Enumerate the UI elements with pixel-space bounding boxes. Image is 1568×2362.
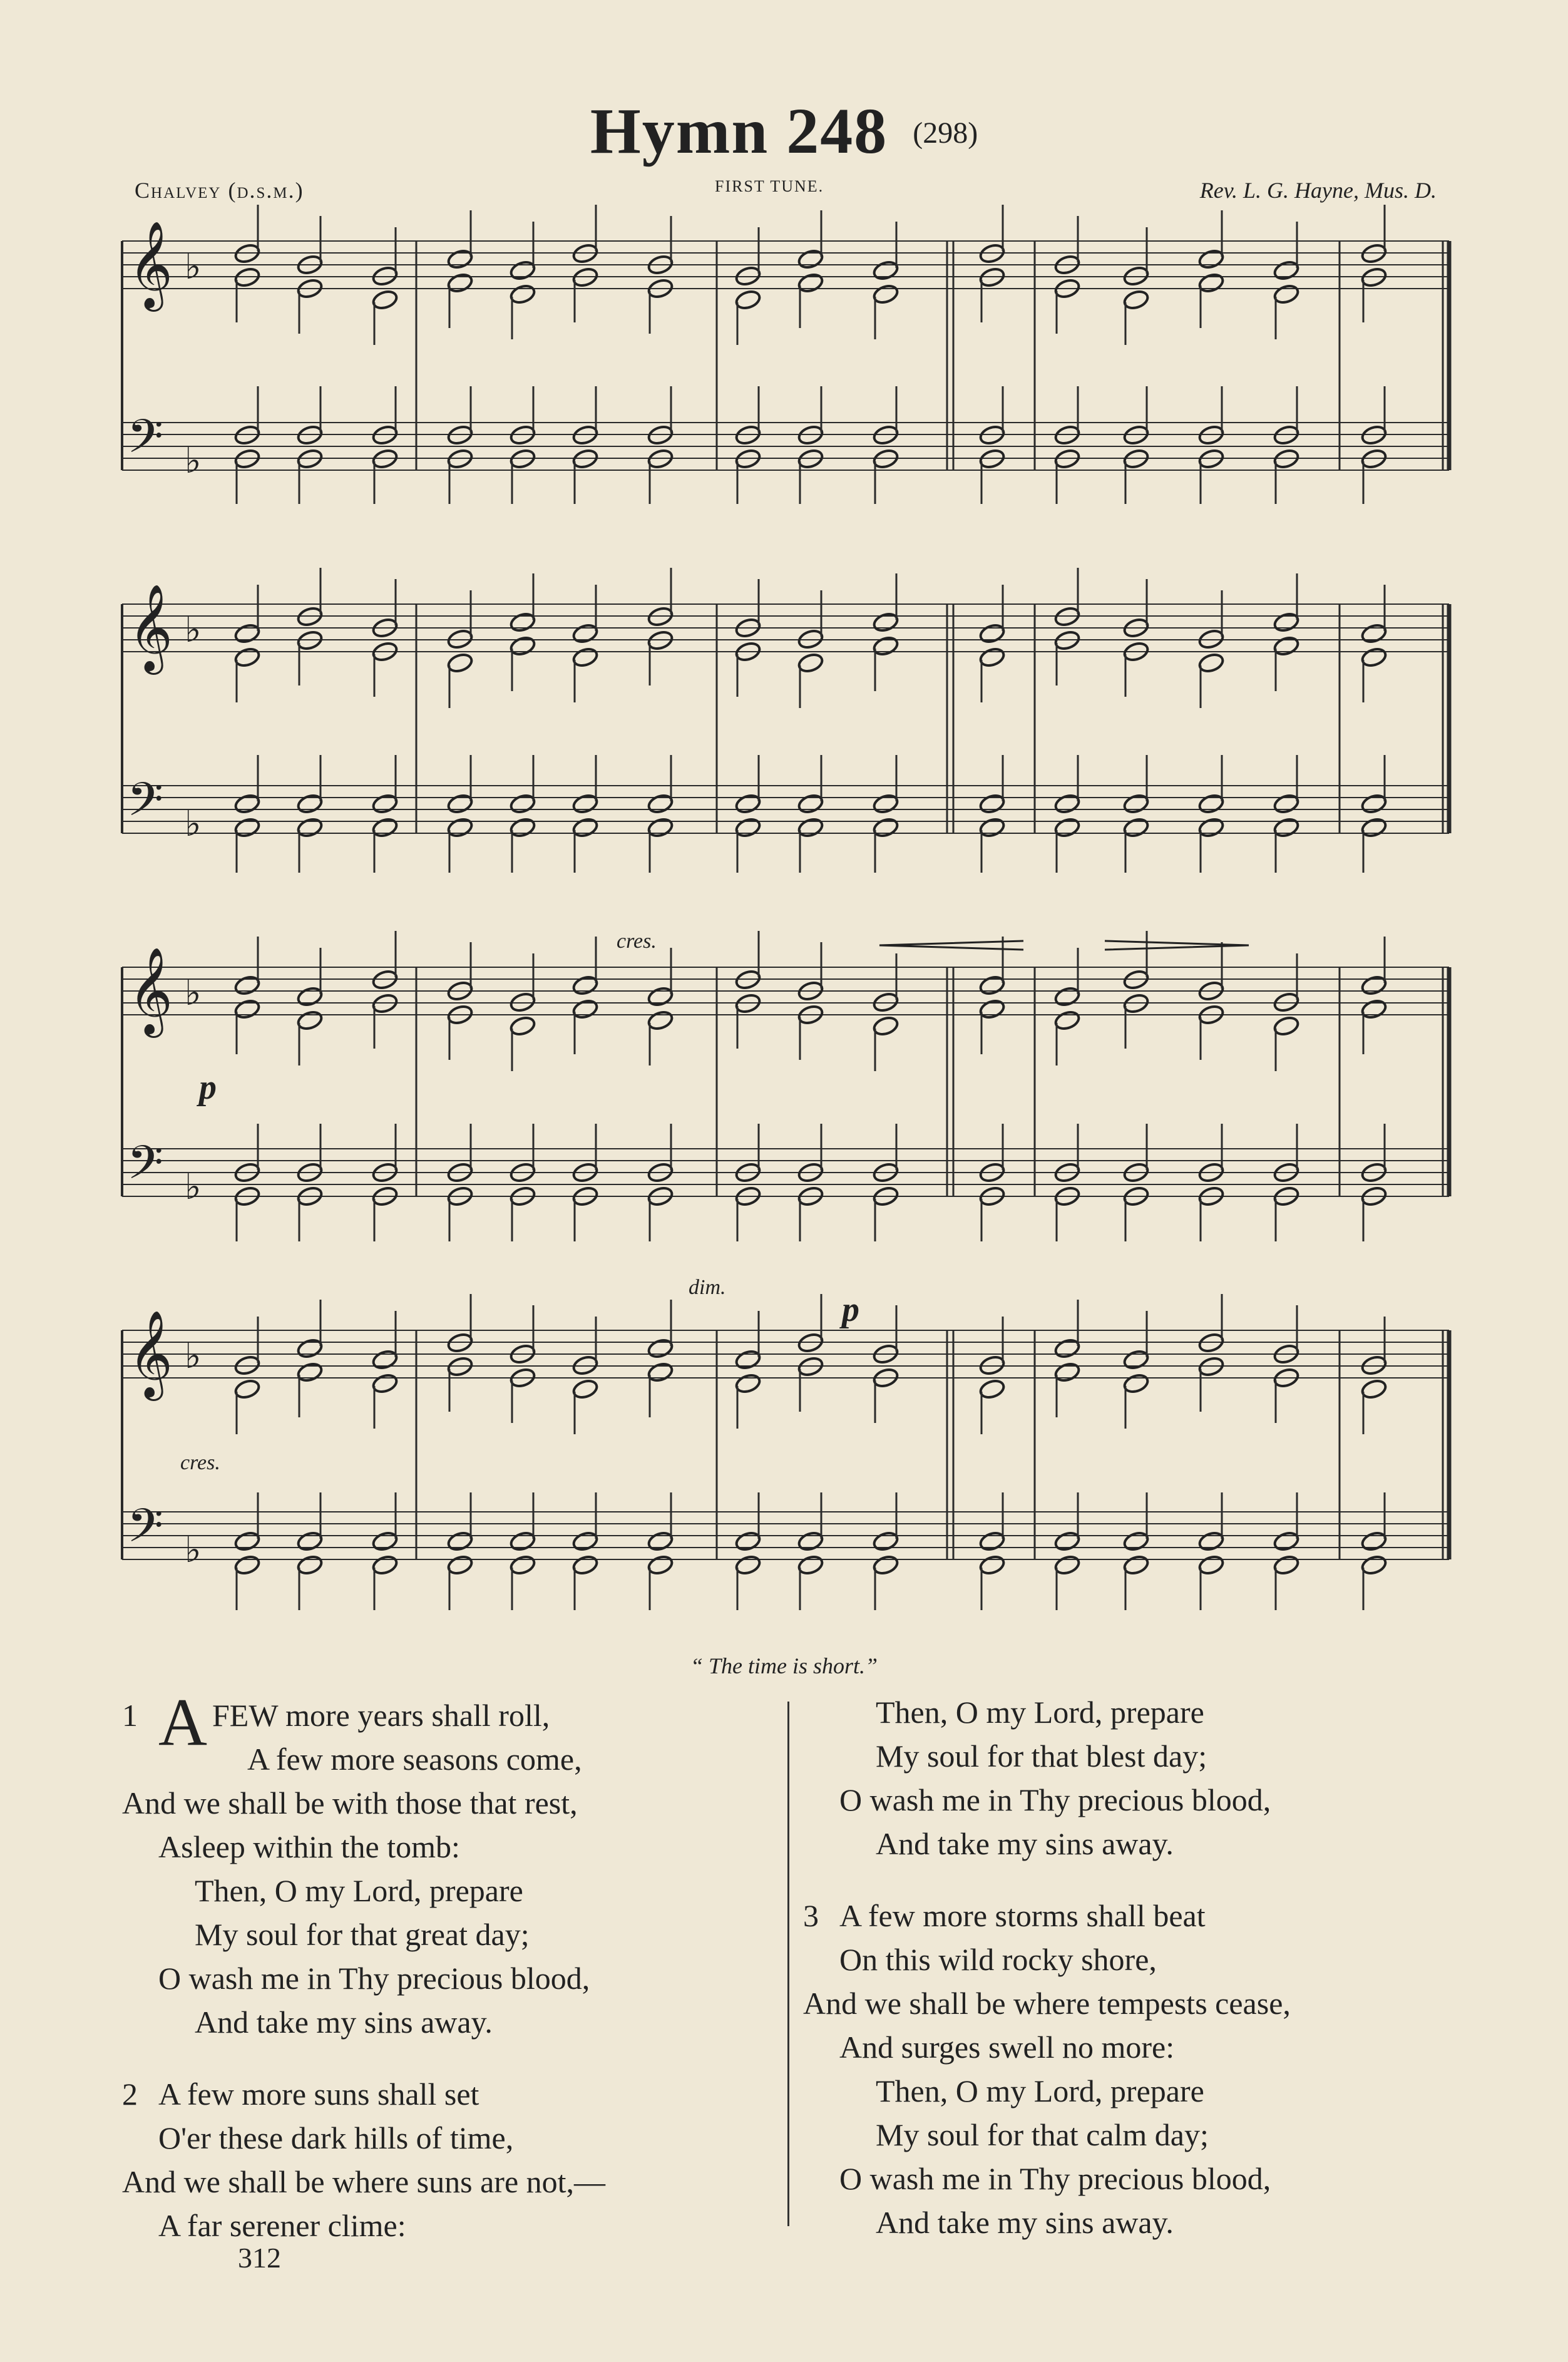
bass-note (571, 1554, 599, 1576)
bass-note (647, 1554, 674, 1576)
treble-clef: 𝄞 (128, 584, 173, 671)
soprano-note (571, 974, 599, 997)
alto-note (872, 635, 899, 657)
bass-note (978, 1554, 1006, 1576)
soprano-note (509, 259, 536, 282)
alto-note (872, 283, 899, 306)
alto-note (571, 998, 599, 1020)
soprano-note (446, 248, 474, 270)
verse-line: Then, O my Lord, prepare (876, 1695, 1204, 1730)
bass-note (1360, 816, 1388, 839)
bass-note (1360, 1554, 1388, 1576)
alto-note (1197, 272, 1225, 294)
soprano-note (233, 974, 261, 997)
bass-clef: 𝄢 (127, 409, 163, 475)
bass-note (509, 1554, 536, 1576)
verse-line: And we shall be where suns are not,— (122, 2164, 606, 2199)
verse-line: A far serener clime: (158, 2208, 406, 2243)
tenor-note (734, 1530, 762, 1553)
tenor-note (571, 1530, 599, 1553)
soprano-note (872, 611, 899, 634)
verse-2 (122, 2072, 605, 2247)
alto-note (571, 1378, 599, 1400)
soprano-note (296, 985, 324, 1008)
alto-note (978, 646, 1006, 669)
tenor-note (978, 793, 1006, 815)
hymn-label: Hymn 248 (590, 95, 888, 167)
verse-1 (122, 1685, 590, 2044)
alto-note (1053, 1361, 1081, 1384)
bass-note (446, 1554, 474, 1576)
alto-note (296, 1009, 324, 1032)
alto-note (734, 1372, 762, 1395)
alto-note (872, 1015, 899, 1037)
key-flat: ♭ (185, 974, 202, 1013)
tenor-note (1122, 1530, 1150, 1553)
verse-line: Asleep within the tomb: (158, 1829, 460, 1864)
alto-note (1273, 283, 1300, 306)
tenor-note (872, 793, 899, 815)
bass-clef: 𝄢 (127, 1136, 163, 1201)
tenor-note (797, 1530, 824, 1553)
piano-marking: p (199, 1068, 217, 1107)
tenor-note (1360, 1530, 1388, 1553)
key-flat: ♭ (185, 805, 202, 844)
alto-note (509, 635, 536, 657)
tune-note: FIRST TUNE. (715, 177, 824, 195)
alto-note (1122, 1372, 1150, 1395)
verse-line: And take my sins away. (876, 1826, 1174, 1861)
bass-note (797, 816, 824, 839)
alto-note (509, 1015, 536, 1037)
tenor-note (1053, 793, 1081, 815)
key-flat: ♭ (185, 1168, 202, 1207)
bass-note (1197, 816, 1225, 839)
tenor-note (509, 1530, 536, 1553)
verse-line: And take my sins away. (195, 2005, 493, 2040)
soprano-note (1122, 1348, 1150, 1371)
bass-note (1197, 1554, 1225, 1576)
bass-note (446, 816, 474, 839)
bass-note (509, 816, 536, 839)
bass-note (872, 1554, 899, 1576)
bass-note (872, 816, 899, 839)
tenor-note (1360, 793, 1388, 815)
bass-note (296, 1554, 324, 1576)
verse-line: And we shall be where tempests cease, (803, 1986, 1291, 2021)
tenor-note (647, 793, 674, 815)
verse-number: 1 (122, 1698, 138, 1733)
alto-note (1360, 1378, 1388, 1400)
soprano-note (647, 1337, 674, 1360)
soprano-note (1197, 248, 1225, 270)
tenor-note (1122, 793, 1150, 815)
soprano-note (296, 1337, 324, 1360)
composer: Rev. L. G. Hayne, Mus. D. (1199, 178, 1437, 203)
tenor-note (1273, 793, 1300, 815)
piano-marking-2: p (842, 1290, 859, 1329)
treble-clef: 𝄞 (128, 221, 173, 308)
verse-line: Then, O my Lord, prepare (876, 2073, 1204, 2108)
tenor-note (1197, 793, 1225, 815)
cres-bass-marking: cres. (180, 1451, 220, 1474)
diminuendo-hairpin (1105, 941, 1249, 950)
bass-note (1122, 816, 1150, 839)
key-flat: ♭ (185, 1531, 202, 1570)
tenor-note (233, 793, 261, 815)
bass-note (734, 1554, 762, 1576)
treble-clef: 𝄞 (128, 1310, 173, 1397)
soprano-note (978, 974, 1006, 997)
alto-note (1360, 998, 1388, 1020)
verse-line: O'er these dark hills of time, (158, 2120, 514, 2155)
alto-note (1197, 652, 1225, 674)
verse-line: A few more suns shall set (158, 2077, 479, 2112)
soprano-note (1273, 259, 1300, 282)
verse-line: O wash me in Thy precious blood, (158, 1961, 590, 1996)
verse-line: A few more seasons come, (247, 1742, 582, 1777)
tenor-note (371, 1530, 399, 1553)
verse-line: My soul for that blest day; (876, 1738, 1207, 1774)
alto-note (509, 283, 536, 306)
alto-note (233, 1378, 261, 1400)
dim-marking: dim. (689, 1276, 726, 1299)
drop-cap: A (158, 1685, 207, 1760)
tenor-note (296, 1530, 324, 1553)
bass-note (734, 816, 762, 839)
key-flat: ♭ (185, 248, 202, 287)
verse-line: A few more storms shall beat (839, 1898, 1206, 1933)
alto-note (647, 1361, 674, 1384)
key-flat: ♭ (185, 611, 202, 650)
tenor-note (734, 793, 762, 815)
alto-note (978, 1378, 1006, 1400)
verse-line: My soul for that great day; (195, 1917, 530, 1952)
bass-clef: 𝄢 (127, 1499, 163, 1564)
alto-note (1053, 1009, 1081, 1032)
verse-line: And surges swell no more: (839, 2030, 1175, 2065)
soprano-note (872, 259, 899, 282)
alto-note (1273, 635, 1300, 657)
alto-note (571, 646, 599, 669)
alto-note (734, 289, 762, 311)
tenor-note (872, 1530, 899, 1553)
verse-line: And we shall be with those that rest, (122, 1785, 578, 1820)
page-number: 312 (238, 2242, 281, 2274)
alto-note (233, 998, 261, 1020)
soprano-note (1360, 622, 1388, 645)
alto-note (446, 652, 474, 674)
alto-note (797, 652, 824, 674)
verse-2-continued (803, 1690, 1271, 1866)
tenor-note (797, 793, 824, 815)
bass-note (1122, 1554, 1150, 1576)
bass-note (571, 816, 599, 839)
cres-marking: cres. (617, 930, 657, 953)
bass-note (1053, 1554, 1081, 1576)
verse-number: 2 (122, 2077, 138, 2112)
key-flat: ♭ (185, 442, 202, 481)
soprano-note (1053, 985, 1081, 1008)
bass-note (978, 816, 1006, 839)
tenor-note (1053, 1530, 1081, 1553)
soprano-note (797, 248, 824, 270)
treble-clef: 𝄞 (128, 947, 173, 1034)
alto-note (1360, 646, 1388, 669)
alto-note (978, 998, 1006, 1020)
bass-note (1053, 816, 1081, 839)
alt-number: (298) (913, 116, 978, 150)
soprano-note (371, 1348, 399, 1371)
verse-3 (803, 1894, 1291, 2244)
epigraph: “ The time is short.” (690, 1653, 878, 1678)
soprano-note (509, 611, 536, 634)
bass-note (1273, 816, 1300, 839)
tenor-note (978, 1530, 1006, 1553)
verse-line: Then, O my Lord, prepare (195, 1873, 523, 1908)
soprano-note (571, 622, 599, 645)
bass-clef: 𝄢 (127, 773, 163, 838)
tenor-note (1197, 1530, 1225, 1553)
tenor-note (1273, 1530, 1300, 1553)
soprano-note (978, 622, 1006, 645)
tenor-note (509, 793, 536, 815)
bass-note (647, 816, 674, 839)
alto-note (797, 272, 824, 294)
soprano-note (1053, 1337, 1081, 1360)
verse-number: 3 (803, 1898, 819, 1933)
soprano-note (233, 622, 261, 645)
alto-note (647, 1009, 674, 1032)
tenor-note (571, 793, 599, 815)
key-flat: ♭ (185, 1337, 202, 1376)
bass-note (296, 816, 324, 839)
bass-note (233, 1554, 261, 1576)
tenor-note (296, 793, 324, 815)
tenor-note (233, 1530, 261, 1553)
column-divider (787, 1702, 789, 2226)
verse-line: On this wild rocky shore, (839, 1942, 1157, 1977)
verse-line: O wash me in Thy precious blood, (839, 2161, 1271, 2196)
verse-line: My soul for that calm day; (876, 2117, 1209, 2152)
tenor-note (446, 1530, 474, 1553)
alto-note (1122, 289, 1150, 311)
bass-note (371, 816, 399, 839)
alto-note (233, 646, 261, 669)
soprano-note (1273, 611, 1300, 634)
alto-note (371, 289, 399, 311)
verse-line: O wash me in Thy precious blood, (839, 1782, 1271, 1817)
verse-line: And take my sins away. (876, 2205, 1174, 2240)
bass-note (797, 1554, 824, 1576)
tenor-note (446, 793, 474, 815)
alto-note (371, 1372, 399, 1395)
verse-line: FEW more years shall roll, (212, 1698, 550, 1733)
tune-name: Chalvey (d.s.m.) (135, 178, 304, 203)
alto-note (1273, 1015, 1300, 1037)
bass-note (371, 1554, 399, 1576)
bass-note (1273, 1554, 1300, 1576)
bass-note (233, 816, 261, 839)
alto-note (446, 272, 474, 294)
soprano-note (647, 985, 674, 1008)
tenor-note (371, 793, 399, 815)
soprano-note (734, 1348, 762, 1371)
alto-note (296, 1361, 324, 1384)
tenor-note (647, 1530, 674, 1553)
soprano-note (1360, 974, 1388, 997)
